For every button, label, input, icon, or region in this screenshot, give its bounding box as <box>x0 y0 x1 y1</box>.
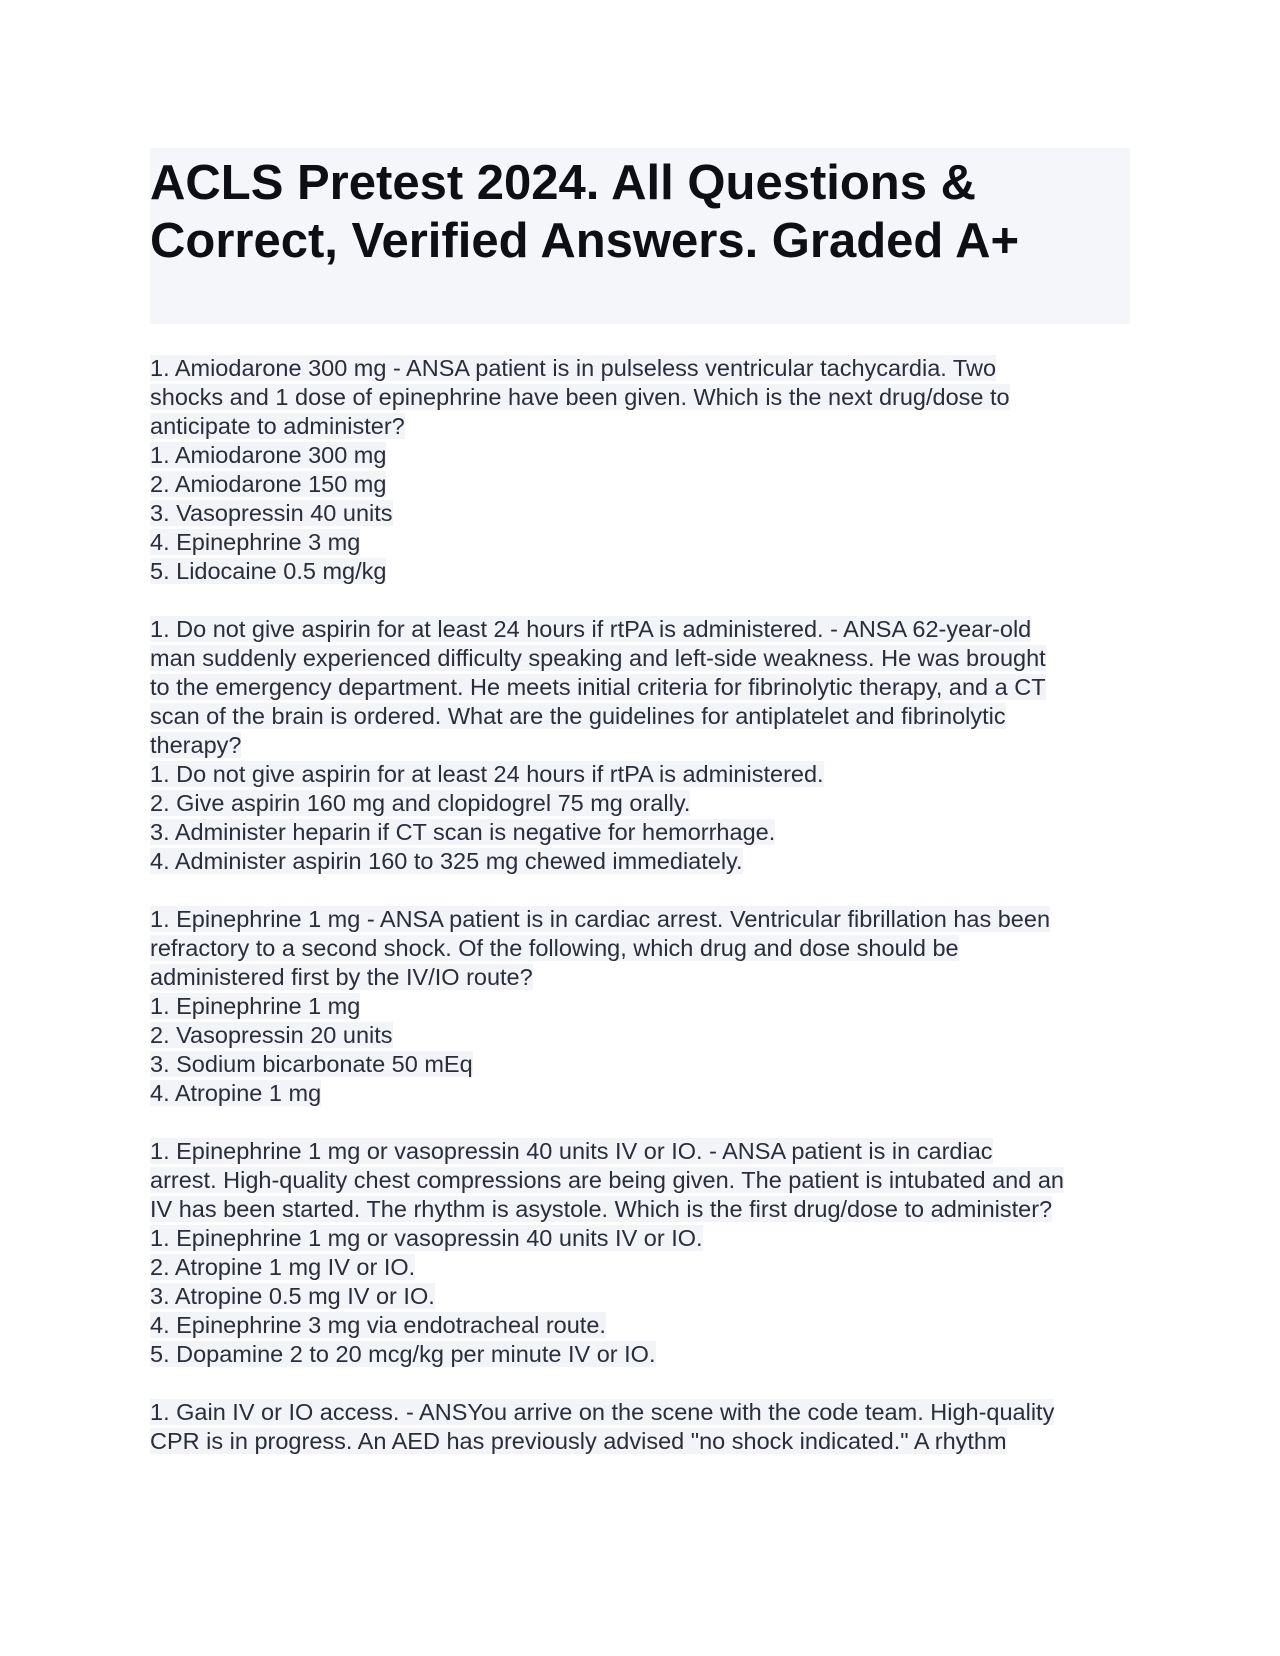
question-text-line <box>150 934 1130 963</box>
question-text-line <box>150 702 1130 731</box>
question-text-line <box>150 673 1130 702</box>
text-highlight: 1. Epinephrine 1 mg or vasopressin 40 units IV or IO. - ANSA patient is in cardiac <box>150 1138 993 1164</box>
text-highlight: IV has been started. The rhythm is asystole. Which is the first drug/dose to administer? <box>150 1196 1053 1222</box>
text-highlight: 1. Epinephrine 1 mg <box>150 993 361 1019</box>
text-highlight: administered first by the IV/IO route? <box>150 964 533 990</box>
text-highlight: scan of the brain is ordered. What are the guidelines for antiplatelet and fibrinolytic <box>150 703 1006 729</box>
text-highlight: 2. Atropine 1 mg IV or IO. <box>150 1254 416 1280</box>
text-highlight: anticipate to administer? <box>150 413 405 439</box>
text-highlight: refractory to a second shock. Of the following, which drug and dose should be <box>150 935 959 961</box>
question-text-line <box>150 818 1130 847</box>
text-highlight: therapy? <box>150 732 242 758</box>
text-highlight: 1. Epinephrine 1 mg or vasopressin 40 units IV or IO. <box>150 1225 703 1251</box>
question-text-line <box>150 412 1130 441</box>
text-highlight: 1. Do not give aspirin for at least 24 hours if rtPA is administered. <box>150 761 824 787</box>
text-highlight: 2. Give aspirin 160 mg and clopidogrel 75 mg orally. <box>150 790 691 816</box>
question-text-line <box>150 1079 1130 1108</box>
text-highlight: CPR is in progress. An AED has previously advised "no shock indicated." A rhythm <box>150 1428 1007 1454</box>
question-text-line <box>150 499 1130 528</box>
question-text-line <box>150 731 1130 760</box>
question-text-line <box>150 1021 1130 1050</box>
question-text-line <box>150 1050 1130 1079</box>
question-text-line <box>150 1282 1130 1311</box>
question-answer-line <box>150 905 1130 934</box>
question-list <box>150 354 1130 1456</box>
text-highlight: 5. Lidocaine 0.5 mg/kg <box>150 558 387 584</box>
question-text-line <box>150 1427 1130 1456</box>
text-highlight: 1. Epinephrine 1 mg - ANSA patient is in cardiac arrest. Ventricular fibrillation has been <box>150 906 1051 932</box>
question-text-line <box>150 557 1130 586</box>
text-highlight: 1. Amiodarone 300 mg - ANSA patient is in pulseless ventricular tachycardia. Two <box>150 355 997 381</box>
text-highlight: 3. Sodium bicarbonate 50 mEq <box>150 1051 473 1077</box>
title-block <box>150 148 1130 324</box>
question-text-line <box>150 1340 1130 1369</box>
question-text-line <box>150 441 1130 470</box>
text-highlight: 3. Administer heparin if CT scan is negative for hemorrhage. <box>150 819 776 845</box>
document-page <box>150 148 1130 1485</box>
question-text-line <box>150 760 1130 789</box>
text-highlight: 1. Amiodarone 300 mg <box>150 442 387 468</box>
question-item <box>150 1137 1130 1369</box>
question-text-line <box>150 963 1130 992</box>
text-highlight: 3. Vasopressin 40 units <box>150 500 393 526</box>
text-highlight: 4. Administer aspirin 160 to 325 mg chewed immediately. <box>150 848 743 874</box>
question-text-line <box>150 1311 1130 1340</box>
text-highlight: 1. Do not give aspirin for at least 24 hours if rtPA is administered. - ANSA 62-year-old <box>150 616 1032 642</box>
question-answer-line <box>150 1137 1130 1166</box>
title-line-1: ACLS Pretest 2024. All Questions & <box>150 156 976 210</box>
text-highlight: man suddenly experienced difficulty speaking and left-side weakness. He was brought <box>150 645 1046 671</box>
text-highlight: 4. Epinephrine 3 mg via endotracheal route. <box>150 1312 606 1338</box>
question-text-line <box>150 528 1130 557</box>
text-highlight: 1. Gain IV or IO access. - ANSYou arrive on the scene with the code team. High-quality <box>150 1399 1055 1425</box>
question-answer-line <box>150 1398 1130 1427</box>
text-highlight: to the emergency department. He meets initial criteria for fibrinolytic therapy, and a CT <box>150 674 1046 700</box>
question-item <box>150 905 1130 1108</box>
question-item <box>150 1398 1130 1456</box>
text-highlight: 2. Amiodarone 150 mg <box>150 471 387 497</box>
text-highlight: 4. Atropine 1 mg <box>150 1080 322 1106</box>
question-answer-line <box>150 354 1130 383</box>
question-item <box>150 354 1130 586</box>
question-text-line <box>150 383 1130 412</box>
title-line-2: Correct, Verified Answers. Graded A+ <box>150 214 1020 268</box>
text-highlight: 2. Vasopressin 20 units <box>150 1022 393 1048</box>
question-text-line <box>150 992 1130 1021</box>
document-title <box>150 154 1130 270</box>
text-highlight: 5. Dopamine 2 to 20 mcg/kg per minute IV or IO. <box>150 1341 656 1367</box>
text-highlight: 3. Atropine 0.5 mg IV or IO. <box>150 1283 435 1309</box>
question-text-line <box>150 789 1130 818</box>
text-highlight: arrest. High-quality chest compressions are being given. The patient is intubated and an <box>150 1167 1064 1193</box>
question-text-line <box>150 847 1130 876</box>
question-text-line <box>150 1166 1130 1195</box>
question-answer-line <box>150 615 1130 644</box>
question-text-line <box>150 1253 1130 1282</box>
question-text-line <box>150 1224 1130 1253</box>
question-item <box>150 615 1130 876</box>
text-highlight: 4. Epinephrine 3 mg <box>150 529 361 555</box>
question-text-line <box>150 1195 1130 1224</box>
question-text-line <box>150 470 1130 499</box>
question-text-line <box>150 644 1130 673</box>
text-highlight: shocks and 1 dose of epinephrine have been given. Which is the next drug/dose to <box>150 384 1010 410</box>
